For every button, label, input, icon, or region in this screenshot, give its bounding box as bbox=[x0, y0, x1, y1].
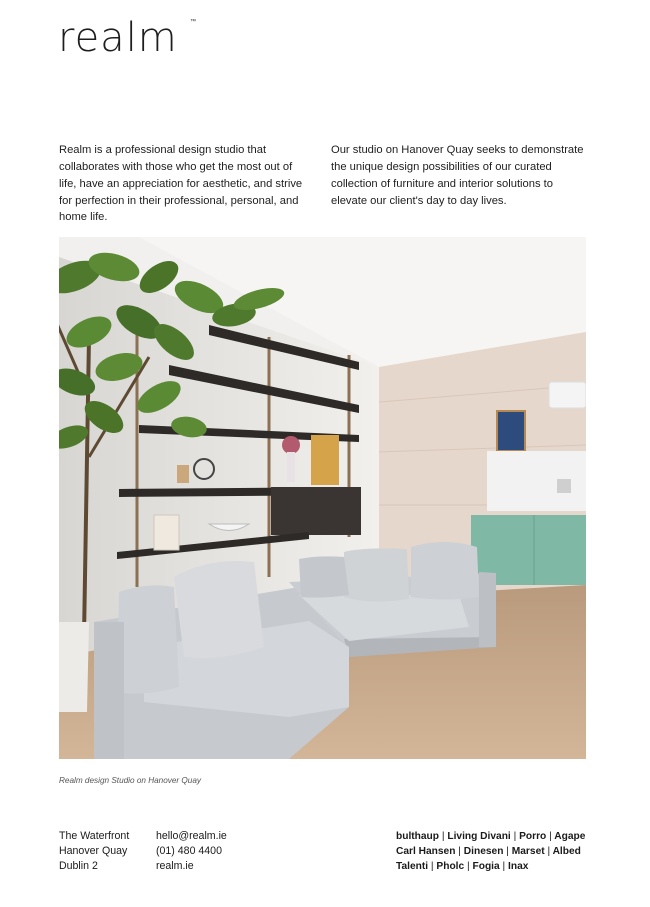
brand-item: Carl Hansen bbox=[396, 846, 456, 857]
brand-item: Talenti bbox=[396, 861, 429, 872]
planter bbox=[59, 622, 89, 712]
email-link[interactable]: hello@realm.ie bbox=[156, 830, 227, 842]
trademark-mark: ™ bbox=[190, 18, 196, 25]
brand-logo bbox=[58, 14, 196, 62]
address-line: The Waterfront bbox=[59, 830, 130, 842]
brand-item: Marset bbox=[511, 846, 545, 857]
flowers bbox=[282, 436, 300, 454]
brand-item: Inax bbox=[508, 861, 529, 872]
brand-item: bulthaup bbox=[396, 831, 440, 842]
brand-item: Agape bbox=[554, 831, 586, 842]
contact-block bbox=[156, 829, 227, 874]
brand-row: bulthaup | Living Divani | Porro | Agape bbox=[396, 831, 586, 842]
kitchen-upper bbox=[487, 451, 586, 511]
photo-caption: Realm design Studio on Hanover Quay bbox=[59, 776, 201, 785]
air-conditioner bbox=[549, 382, 586, 408]
wall-artwork bbox=[497, 411, 525, 451]
brand-item: Albed bbox=[552, 846, 581, 857]
address-line: Dublin 2 bbox=[59, 860, 98, 872]
address-block bbox=[59, 829, 129, 874]
shelf-vase bbox=[311, 435, 339, 485]
phone-number[interactable]: (01) 480 4400 bbox=[156, 845, 222, 857]
studio-photo bbox=[59, 237, 586, 759]
brand-item: Living Divani bbox=[447, 831, 511, 842]
intro-paragraph-left: Realm is a professional design studio that collaborates with those who get the most out of life, have an appreciation for aesthetic, and strive for perfection in their professional, personal, and home life. bbox=[59, 144, 303, 224]
brand-row: Talenti | Pholc | Fogia | Inax bbox=[396, 861, 529, 872]
brand-row: Carl Hansen | Dinesen | Marset | Albed bbox=[396, 846, 581, 857]
shelf-cabinet bbox=[271, 487, 361, 535]
brand-item: Dinesen bbox=[463, 846, 504, 857]
intro-paragraph-right: Our studio on Hanover Quay seeks to demonstrate the unique design possibilities of our curated collection of furniture and interior solutions to elevate our client's day to day lives. bbox=[331, 144, 584, 207]
studio-interior-illustration bbox=[59, 237, 586, 759]
brand-name: realm bbox=[58, 15, 178, 61]
brand-item: Pholc bbox=[436, 861, 465, 872]
brand-list bbox=[396, 829, 585, 874]
brand-item: Fogia bbox=[472, 861, 500, 872]
website-link[interactable]: realm.ie bbox=[156, 860, 194, 872]
address-line: Hanover Quay bbox=[59, 845, 128, 857]
brand-item: Porro bbox=[519, 831, 547, 842]
